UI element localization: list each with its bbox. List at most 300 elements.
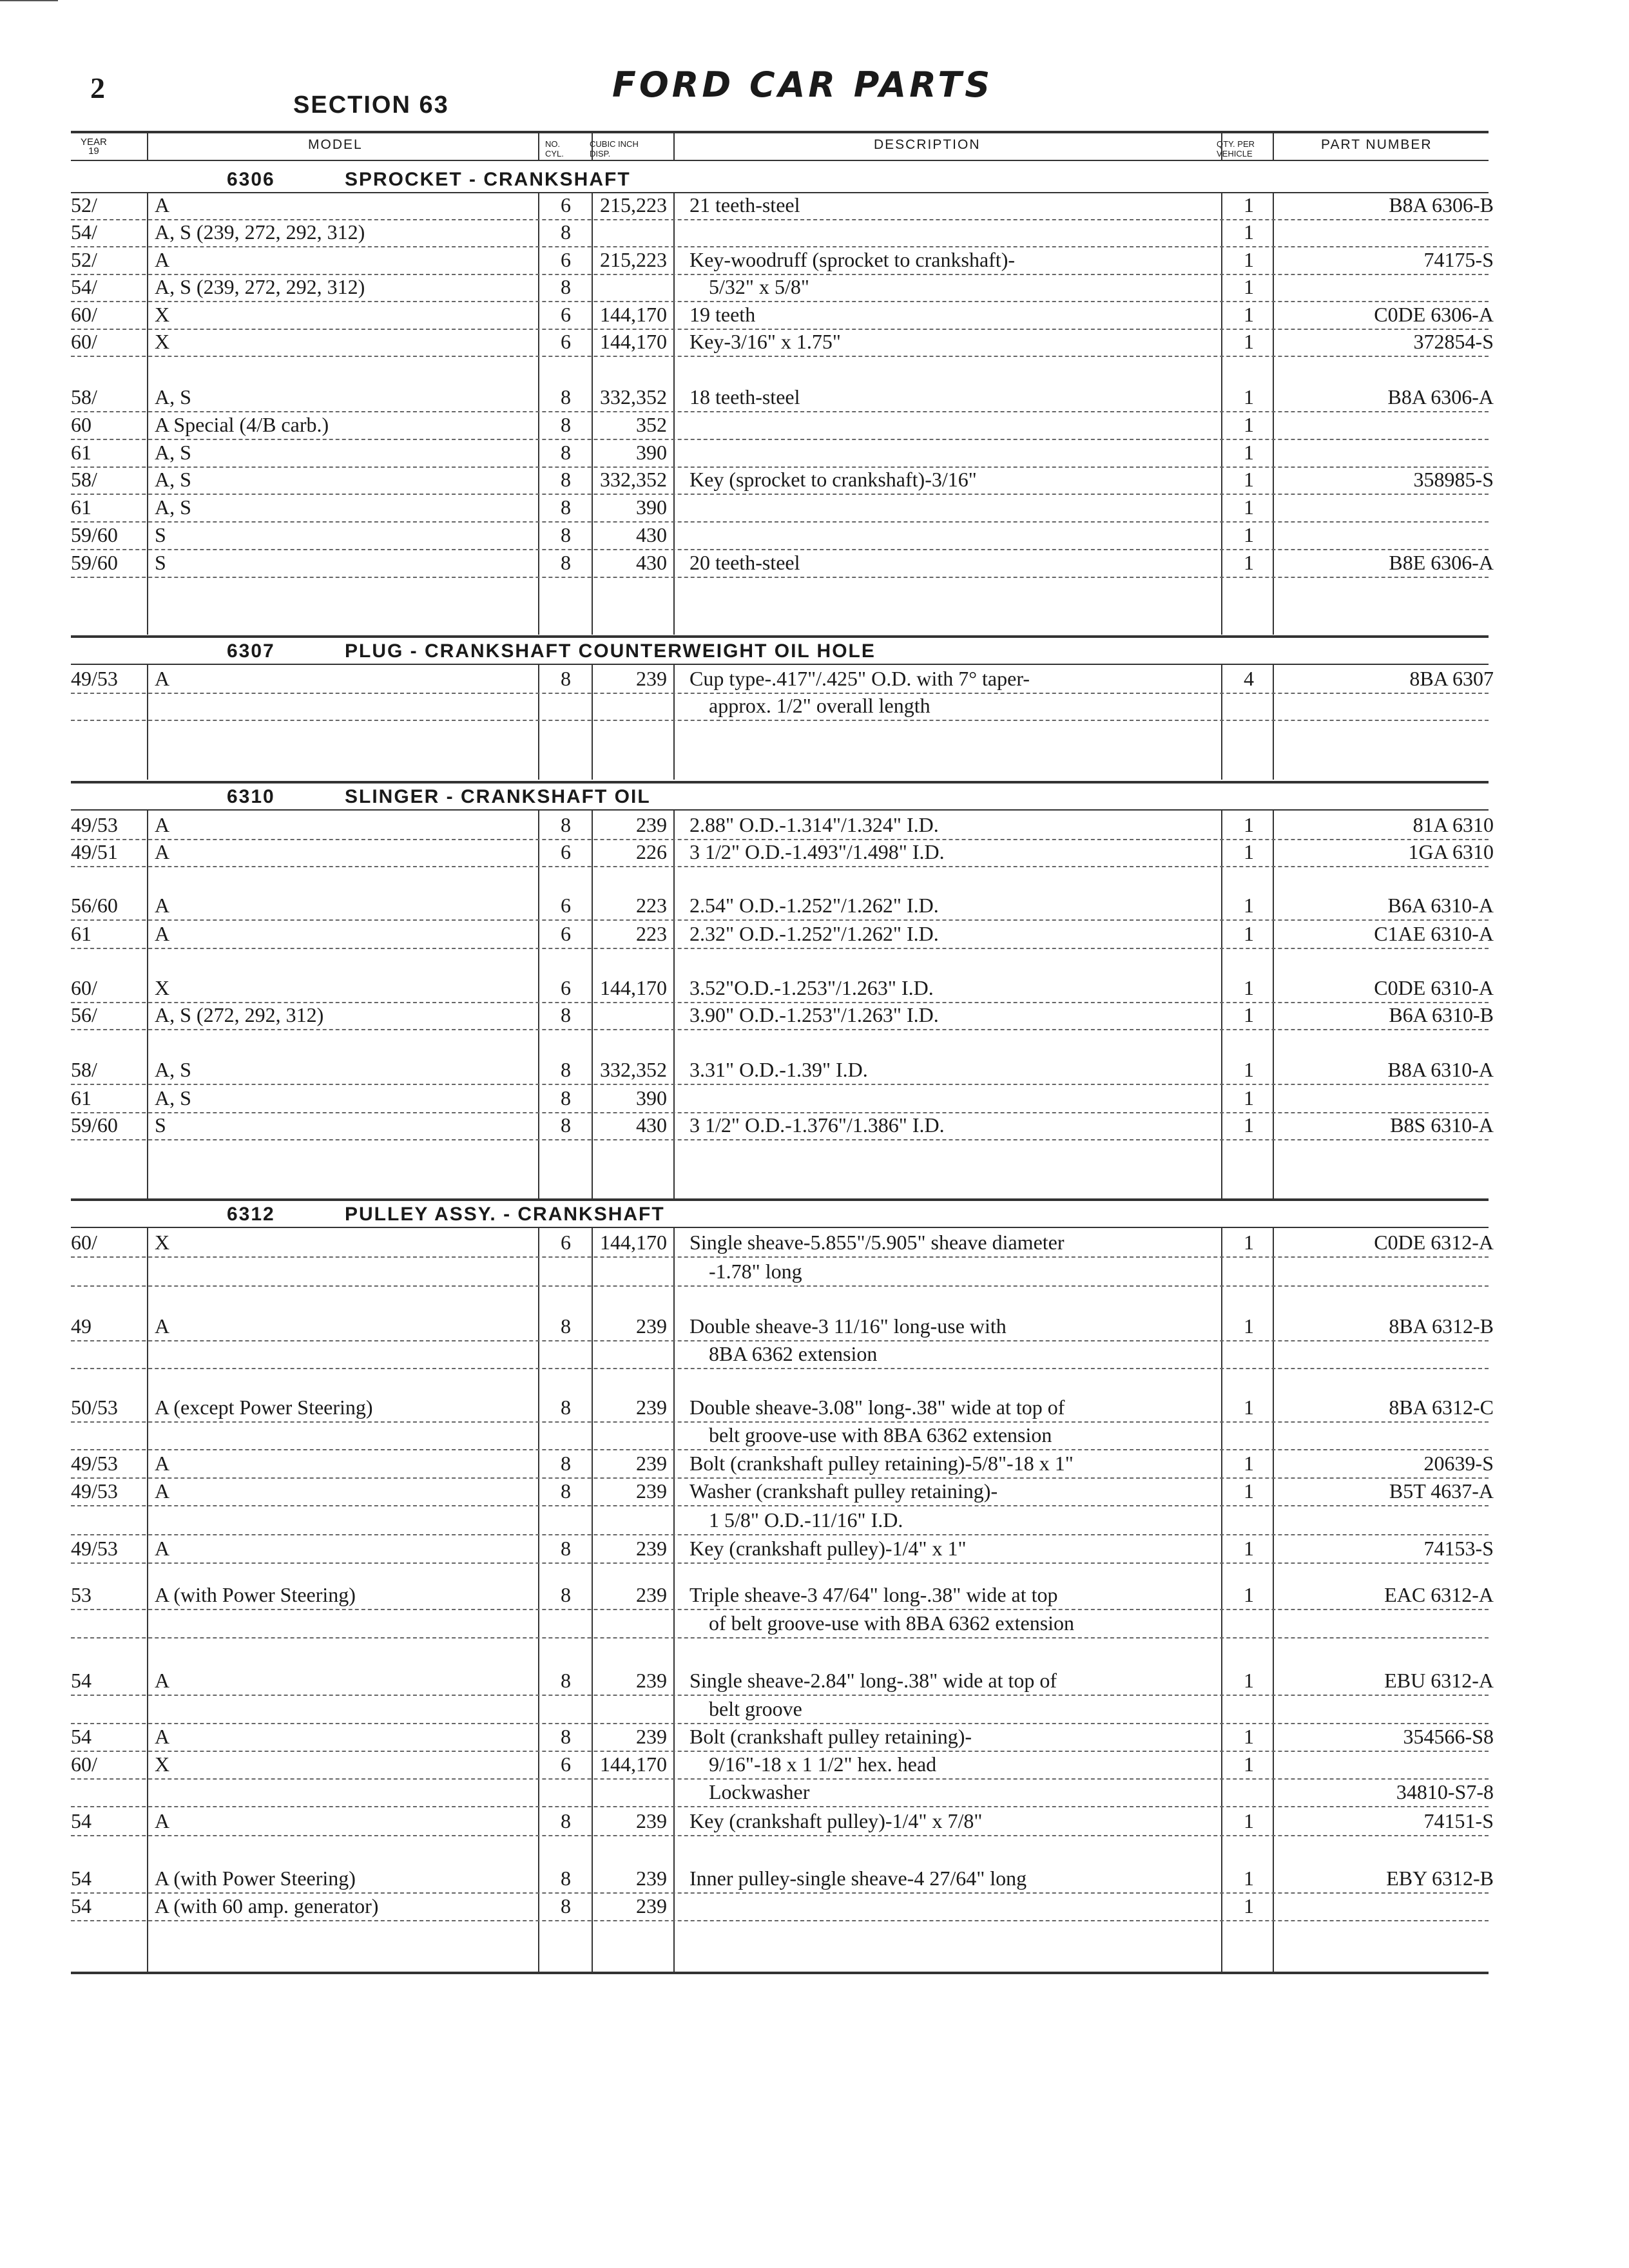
cell-displacement: 332,352 bbox=[600, 385, 667, 408]
document-title: FORD CAR PARTS bbox=[612, 64, 994, 105]
cell-cylinders: 6 bbox=[561, 1231, 571, 1254]
cell-description: Double sheave-3.08" long-.38" wide at top of bbox=[689, 1396, 1065, 1419]
column-divider bbox=[1221, 192, 1222, 635]
row-rule bbox=[71, 1835, 1489, 1836]
cell-cylinders: 8 bbox=[561, 220, 571, 244]
cell-year: 52/ bbox=[71, 248, 97, 271]
cell-description: 1 5/8" O.D.-11/16" I.D. bbox=[709, 1508, 903, 1532]
cell-model: A bbox=[155, 1669, 170, 1692]
cell-quantity: 1 bbox=[1244, 523, 1254, 546]
cell-cylinders: 8 bbox=[561, 441, 571, 464]
cell-model: A bbox=[155, 193, 170, 216]
header-column-divider bbox=[538, 131, 539, 160]
column-divider bbox=[1273, 1227, 1274, 1972]
cell-year: 49/53 bbox=[71, 1452, 118, 1475]
cell-year: 49/53 bbox=[71, 1537, 118, 1560]
cell-cylinders: 8 bbox=[561, 1894, 571, 1917]
cell-displacement: 430 bbox=[636, 1113, 667, 1137]
cell-year: 56/ bbox=[71, 1003, 97, 1026]
section-rule-bottom bbox=[71, 1227, 1489, 1228]
cell-cylinders: 6 bbox=[561, 248, 571, 271]
cell-model: A bbox=[155, 922, 170, 945]
cell-description: belt groove bbox=[709, 1697, 802, 1720]
cell-quantity: 1 bbox=[1244, 1086, 1254, 1110]
cell-cylinders: 6 bbox=[561, 976, 571, 999]
cell-year: 56/60 bbox=[71, 894, 118, 917]
cell-part-number: C0DE 6310-A bbox=[1374, 976, 1494, 999]
cell-model: S bbox=[155, 1113, 166, 1137]
column-cubic-inch bbox=[590, 139, 639, 159]
column-year-label: YEAR bbox=[81, 137, 107, 148]
column-no-cyl-line2: CYL. bbox=[545, 149, 564, 159]
cell-part-number: B5T 4637-A bbox=[1389, 1479, 1494, 1503]
cell-part-number: 372854-S bbox=[1413, 330, 1494, 353]
cell-quantity: 1 bbox=[1244, 840, 1254, 863]
cell-displacement: 144,170 bbox=[600, 330, 667, 353]
cell-quantity: 1 bbox=[1244, 894, 1254, 917]
cell-cylinders: 6 bbox=[561, 330, 571, 353]
cell-model: A bbox=[155, 1452, 170, 1475]
cell-quantity: 1 bbox=[1244, 1669, 1254, 1692]
cell-displacement: 215,223 bbox=[600, 193, 667, 216]
row-rule bbox=[71, 494, 1489, 495]
cell-model: A, S bbox=[155, 495, 191, 519]
cell-quantity: 1 bbox=[1244, 413, 1254, 436]
cell-year: 61 bbox=[71, 1086, 92, 1110]
header-column-divider bbox=[1221, 131, 1222, 160]
cell-model: A (with 60 amp. generator) bbox=[155, 1894, 379, 1917]
cell-model: A bbox=[155, 248, 170, 271]
column-description: DESCRIPTION bbox=[874, 137, 981, 152]
cell-year: 54/ bbox=[71, 220, 97, 244]
cell-displacement: 144,170 bbox=[600, 1231, 667, 1254]
cell-model: A bbox=[155, 840, 170, 863]
cell-displacement: 239 bbox=[636, 1867, 667, 1890]
cell-year: 49/53 bbox=[71, 1479, 118, 1503]
row-rule bbox=[71, 1285, 1489, 1287]
cell-year: 60/ bbox=[71, 330, 97, 353]
column-divider bbox=[592, 664, 593, 780]
row-rule bbox=[71, 1778, 1489, 1780]
cell-displacement: 239 bbox=[636, 1809, 667, 1832]
cell-description: 5/32" x 5/8" bbox=[709, 275, 809, 298]
cell-quantity: 1 bbox=[1244, 1003, 1254, 1026]
column-divider bbox=[147, 1227, 148, 1972]
cell-part-number: B8S 6310-A bbox=[1390, 1113, 1494, 1137]
cell-model: X bbox=[155, 1753, 170, 1776]
column-no-cyl-line1: NO. bbox=[545, 139, 561, 149]
row-rule bbox=[71, 866, 1489, 867]
cell-part-number: 74175-S bbox=[1423, 248, 1494, 271]
page-number: 2 bbox=[90, 72, 105, 104]
cell-displacement: 239 bbox=[636, 1314, 667, 1338]
row-rule bbox=[71, 1609, 1489, 1610]
cell-year: 54 bbox=[71, 1725, 92, 1748]
cell-part-number: 8BA 6307 bbox=[1409, 667, 1494, 690]
cell-description: of belt groove-use with 8BA 6362 extension bbox=[709, 1611, 1075, 1635]
cell-model: X bbox=[155, 976, 170, 999]
cell-displacement: 239 bbox=[636, 1479, 667, 1503]
cell-description: 20 teeth-steel bbox=[689, 551, 800, 574]
cell-description: Key (crankshaft pulley)-1/4" x 7/8" bbox=[689, 1809, 983, 1832]
cell-displacement: 223 bbox=[636, 922, 667, 945]
cell-part-number: EBU 6312-A bbox=[1384, 1669, 1494, 1692]
cell-part-number: 8BA 6312-C bbox=[1389, 1396, 1494, 1419]
section-rule-top bbox=[71, 781, 1489, 783]
cell-cylinders: 6 bbox=[561, 922, 571, 945]
cell-quantity: 1 bbox=[1244, 551, 1254, 574]
row-rule bbox=[71, 1139, 1489, 1140]
column-divider bbox=[1221, 664, 1222, 780]
cell-year: 49/53 bbox=[71, 667, 118, 690]
cell-quantity: 1 bbox=[1244, 193, 1254, 216]
cell-quantity: 1 bbox=[1244, 248, 1254, 271]
cell-model: A, S (239, 272, 292, 312) bbox=[155, 275, 365, 298]
cell-part-number: 358985-S bbox=[1413, 468, 1494, 491]
cell-quantity: 1 bbox=[1244, 1753, 1254, 1776]
column-cubic-inch-line2: DISP. bbox=[590, 149, 611, 159]
cell-cylinders: 6 bbox=[561, 1753, 571, 1776]
row-rule bbox=[71, 246, 1489, 247]
cell-displacement: 239 bbox=[636, 1894, 667, 1917]
cell-description: Single sheave-2.84" long-.38" wide at top of bbox=[689, 1669, 1057, 1692]
cell-year: 58/ bbox=[71, 1058, 97, 1081]
cell-description: Washer (crankshaft pulley retaining)- bbox=[689, 1479, 998, 1503]
cell-displacement: 332,352 bbox=[600, 468, 667, 491]
cell-model: A (with Power Steering) bbox=[155, 1867, 356, 1890]
cell-cylinders: 6 bbox=[561, 894, 571, 917]
cell-displacement: 430 bbox=[636, 523, 667, 546]
cell-quantity: 1 bbox=[1244, 220, 1254, 244]
cell-description: Inner pulley-single sheave-4 27/64" long bbox=[689, 1867, 1027, 1890]
cell-quantity: 1 bbox=[1244, 1058, 1254, 1081]
row-rule bbox=[71, 1368, 1489, 1369]
cell-part-number: B8A 6306-B bbox=[1389, 193, 1494, 216]
row-rule bbox=[71, 1534, 1489, 1535]
column-divider bbox=[1221, 1227, 1222, 1972]
cell-cylinders: 8 bbox=[561, 1479, 571, 1503]
cell-displacement: 390 bbox=[636, 441, 667, 464]
cell-quantity: 1 bbox=[1244, 441, 1254, 464]
cell-description: Lockwasher bbox=[709, 1780, 810, 1803]
cell-description: Triple sheave-3 47/64" long-.38" wide at top bbox=[689, 1583, 1058, 1606]
column-year-prefix: 19 bbox=[88, 146, 99, 157]
section-rule-bottom bbox=[71, 809, 1489, 811]
section-number: 6310 bbox=[227, 786, 275, 807]
cell-quantity: 1 bbox=[1244, 1479, 1254, 1503]
cell-quantity: 4 bbox=[1244, 667, 1254, 690]
cell-year: 50/53 bbox=[71, 1396, 118, 1419]
cell-cylinders: 8 bbox=[561, 551, 571, 574]
section-number: 6312 bbox=[227, 1204, 275, 1225]
cell-description: Key (crankshaft pulley)-1/4" x 1" bbox=[689, 1537, 967, 1560]
row-rule bbox=[71, 356, 1489, 357]
cell-displacement: 239 bbox=[636, 1537, 667, 1560]
column-divider bbox=[673, 192, 675, 635]
cell-quantity: 1 bbox=[1244, 1867, 1254, 1890]
cell-model: A Special (4/B carb.) bbox=[155, 413, 329, 436]
cell-cylinders: 8 bbox=[561, 1583, 571, 1606]
cell-year: 60/ bbox=[71, 303, 97, 326]
cell-cylinders: 8 bbox=[561, 1396, 571, 1419]
cell-displacement: 144,170 bbox=[600, 303, 667, 326]
cell-part-number: 1GA 6310 bbox=[1408, 840, 1494, 863]
cell-model: X bbox=[155, 330, 170, 353]
cell-model: A, S bbox=[155, 441, 191, 464]
cell-model: A, S bbox=[155, 468, 191, 491]
cell-year: 59/60 bbox=[71, 551, 118, 574]
cell-description: 3.31" O.D.-1.39" I.D. bbox=[689, 1058, 868, 1081]
cell-part-number: B8A 6310-A bbox=[1387, 1058, 1494, 1081]
row-rule bbox=[71, 948, 1489, 949]
section-title: PLUG - CRANKSHAFT COUNTERWEIGHT OIL HOLE bbox=[345, 640, 876, 662]
header-column-divider bbox=[592, 131, 593, 160]
cell-year: 49 bbox=[71, 1314, 92, 1338]
cell-part-number: B8E 6306-A bbox=[1389, 551, 1494, 574]
cell-model: A bbox=[155, 1537, 170, 1560]
row-rule bbox=[71, 1695, 1489, 1696]
cell-description: 2.88" O.D.-1.314"/1.324" I.D. bbox=[689, 813, 939, 836]
cell-part-number: 81A 6310 bbox=[1412, 813, 1494, 836]
cell-quantity: 1 bbox=[1244, 385, 1254, 408]
cell-cylinders: 8 bbox=[561, 413, 571, 436]
column-cubic-inch-line1: CUBIC INCH bbox=[590, 139, 639, 149]
cell-cylinders: 8 bbox=[561, 1537, 571, 1560]
column-qty-line2: VEHICLE bbox=[1217, 149, 1253, 159]
column-no-cyl bbox=[545, 139, 564, 159]
column-year bbox=[81, 138, 107, 156]
cell-year: 60/ bbox=[71, 1753, 97, 1776]
cell-description: 8BA 6362 extension bbox=[709, 1342, 878, 1365]
cell-cylinders: 6 bbox=[561, 840, 571, 863]
section-rule-bottom bbox=[71, 664, 1489, 665]
cell-displacement: 239 bbox=[636, 1583, 667, 1606]
section-label: SECTION 63 bbox=[293, 91, 449, 119]
row-rule bbox=[71, 1920, 1489, 1921]
cell-quantity: 1 bbox=[1244, 813, 1254, 836]
cell-description: 2.32" O.D.-1.252"/1.262" I.D. bbox=[689, 922, 939, 945]
cell-description: 3 1/2" O.D.-1.493"/1.498" I.D. bbox=[689, 840, 945, 863]
cell-description: Key-3/16" x 1.75" bbox=[689, 330, 841, 353]
cell-model: A bbox=[155, 1314, 170, 1338]
cell-quantity: 1 bbox=[1244, 330, 1254, 353]
row-rule bbox=[71, 1449, 1489, 1450]
row-rule bbox=[71, 1477, 1489, 1479]
cell-model: A (except Power Steering) bbox=[155, 1396, 373, 1419]
cell-description: belt groove-use with 8BA 6362 extension bbox=[709, 1423, 1052, 1446]
cell-displacement: 215,223 bbox=[600, 248, 667, 271]
column-divider bbox=[592, 1227, 593, 1972]
cell-displacement: 226 bbox=[636, 840, 667, 863]
cell-description: 3.90" O.D.-1.253"/1.263" I.D. bbox=[689, 1003, 939, 1026]
section-rule-top bbox=[71, 1198, 1489, 1201]
row-rule bbox=[71, 1806, 1489, 1807]
section-title: PULLEY ASSY. - CRANKSHAFT bbox=[345, 1204, 665, 1225]
cell-cylinders: 8 bbox=[561, 523, 571, 546]
cell-description: Bolt (crankshaft pulley retaining)- bbox=[689, 1725, 972, 1748]
cell-quantity: 1 bbox=[1244, 1894, 1254, 1917]
cell-displacement: 239 bbox=[636, 813, 667, 836]
cell-year: 49/51 bbox=[71, 840, 118, 863]
column-part-number: PART NUMBER bbox=[1321, 137, 1432, 152]
cell-description: Bolt (crankshaft pulley retaining)-5/8"-18 x 1" bbox=[689, 1452, 1074, 1475]
column-divider bbox=[538, 664, 539, 780]
cell-description: Key-woodruff (sprocket to crankshaft)- bbox=[689, 248, 1015, 271]
row-rule bbox=[71, 1751, 1489, 1752]
cell-part-number: 354566-S8 bbox=[1403, 1725, 1494, 1748]
cell-description: 18 teeth-steel bbox=[689, 385, 800, 408]
cell-description: 21 teeth-steel bbox=[689, 193, 800, 216]
cell-displacement: 239 bbox=[636, 1669, 667, 1692]
cell-quantity: 1 bbox=[1244, 1314, 1254, 1338]
section-number: 6307 bbox=[227, 640, 275, 662]
cell-description: -1.78" long bbox=[709, 1260, 802, 1283]
cell-description: 3.52"O.D.-1.253"/1.263" I.D. bbox=[689, 976, 934, 999]
column-divider bbox=[1273, 664, 1274, 780]
column-divider bbox=[592, 192, 593, 635]
table-bottom-rule bbox=[71, 1972, 1489, 1974]
row-rule bbox=[71, 411, 1489, 412]
cell-model: A, S (272, 292, 312) bbox=[155, 1003, 324, 1026]
cell-cylinders: 8 bbox=[561, 1725, 571, 1748]
cell-part-number: 34810-S7-8 bbox=[1396, 1780, 1494, 1803]
cell-part-number: 8BA 6312-B bbox=[1389, 1314, 1494, 1338]
cell-quantity: 1 bbox=[1244, 1452, 1254, 1475]
cell-part-number: C0DE 6306-A bbox=[1374, 303, 1494, 326]
header-column-divider bbox=[147, 131, 148, 160]
cell-part-number: B8A 6306-A bbox=[1387, 385, 1494, 408]
row-rule bbox=[71, 1340, 1489, 1341]
cell-cylinders: 8 bbox=[561, 1086, 571, 1110]
cell-model: A, S bbox=[155, 1058, 191, 1081]
cell-quantity: 1 bbox=[1244, 1396, 1254, 1419]
cell-quantity: 1 bbox=[1244, 1725, 1254, 1748]
cell-description: approx. 1/2" overall length bbox=[709, 694, 930, 717]
header-column-divider bbox=[673, 131, 675, 160]
row-rule bbox=[71, 1723, 1489, 1724]
cell-cylinders: 8 bbox=[561, 1669, 571, 1692]
row-rule bbox=[71, 1084, 1489, 1085]
section-rule-top bbox=[71, 635, 1489, 638]
cell-displacement: 390 bbox=[636, 495, 667, 519]
cell-part-number: 20639-S bbox=[1423, 1452, 1494, 1475]
cell-year: 52/ bbox=[71, 193, 97, 216]
column-divider bbox=[147, 192, 148, 635]
cell-displacement: 430 bbox=[636, 551, 667, 574]
cell-year: 54 bbox=[71, 1894, 92, 1917]
row-rule bbox=[71, 1029, 1489, 1030]
cell-model: A bbox=[155, 1809, 170, 1832]
cell-quantity: 1 bbox=[1244, 1113, 1254, 1137]
cell-description: Key (sprocket to crankshaft)-3/16" bbox=[689, 468, 977, 491]
row-rule bbox=[71, 549, 1489, 550]
cell-model: A, S bbox=[155, 1086, 191, 1110]
cell-model: X bbox=[155, 303, 170, 326]
cell-year: 60/ bbox=[71, 1231, 97, 1254]
cell-description: Cup type-.417"/.425" O.D. with 7° taper- bbox=[689, 667, 1030, 690]
cell-cylinders: 8 bbox=[561, 1809, 571, 1832]
cell-quantity: 1 bbox=[1244, 1583, 1254, 1606]
cell-displacement: 239 bbox=[636, 1452, 667, 1475]
cell-year: 58/ bbox=[71, 385, 97, 408]
cell-part-number: EAC 6312-A bbox=[1384, 1583, 1494, 1606]
cell-model: X bbox=[155, 1231, 170, 1254]
cell-cylinders: 8 bbox=[561, 813, 571, 836]
cell-year: 49/53 bbox=[71, 813, 118, 836]
cell-year: 54 bbox=[71, 1867, 92, 1890]
cell-cylinders: 8 bbox=[561, 1058, 571, 1081]
column-divider bbox=[147, 664, 148, 780]
header-rule-bottom bbox=[71, 160, 1489, 161]
column-model: MODEL bbox=[308, 137, 363, 152]
cell-year: 61 bbox=[71, 495, 92, 519]
cell-model: S bbox=[155, 551, 166, 574]
cell-year: 54 bbox=[71, 1809, 92, 1832]
cell-quantity: 1 bbox=[1244, 303, 1254, 326]
section-number: 6306 bbox=[227, 169, 275, 190]
cell-displacement: 239 bbox=[636, 667, 667, 690]
cell-cylinders: 8 bbox=[561, 495, 571, 519]
cell-model: A bbox=[155, 894, 170, 917]
column-divider bbox=[673, 664, 675, 780]
row-rule bbox=[71, 439, 1489, 440]
cell-quantity: 1 bbox=[1244, 495, 1254, 519]
row-rule bbox=[71, 1562, 1489, 1564]
cell-quantity: 1 bbox=[1244, 922, 1254, 945]
row-rule bbox=[71, 919, 1489, 921]
cell-displacement: 144,170 bbox=[600, 1753, 667, 1776]
cell-cylinders: 8 bbox=[561, 468, 571, 491]
cell-quantity: 1 bbox=[1244, 275, 1254, 298]
cell-cylinders: 6 bbox=[561, 303, 571, 326]
page-corner-rule bbox=[0, 0, 58, 1]
cell-cylinders: 8 bbox=[561, 1867, 571, 1890]
cell-description: 3 1/2" O.D.-1.376"/1.386" I.D. bbox=[689, 1113, 945, 1137]
cell-displacement: 144,170 bbox=[600, 976, 667, 999]
cell-quantity: 1 bbox=[1244, 1231, 1254, 1254]
cell-year: 61 bbox=[71, 922, 92, 945]
cell-part-number: B6A 6310-A bbox=[1387, 894, 1494, 917]
row-rule bbox=[71, 1421, 1489, 1423]
column-divider bbox=[673, 1227, 675, 1972]
row-rule bbox=[71, 521, 1489, 523]
cell-quantity: 1 bbox=[1244, 468, 1254, 491]
row-rule bbox=[71, 1505, 1489, 1506]
cell-year: 54 bbox=[71, 1669, 92, 1692]
cell-model: A, S bbox=[155, 385, 191, 408]
column-qty-line1: QTY. PER bbox=[1217, 139, 1255, 149]
header-rule-top bbox=[71, 131, 1489, 133]
cell-cylinders: 8 bbox=[561, 667, 571, 690]
cell-displacement: 239 bbox=[636, 1396, 667, 1419]
cell-description: 19 teeth bbox=[689, 303, 756, 326]
cell-description: Double sheave-3 11/16" long-use with bbox=[689, 1314, 1007, 1338]
header-column-divider bbox=[1273, 131, 1274, 160]
cell-quantity: 1 bbox=[1244, 976, 1254, 999]
cell-description: 9/16"-18 x 1 1/2" hex. head bbox=[709, 1753, 937, 1776]
cell-year: 60/ bbox=[71, 976, 97, 999]
cell-part-number: 74151-S bbox=[1423, 1809, 1494, 1832]
column-divider bbox=[1273, 192, 1274, 635]
cell-cylinders: 8 bbox=[561, 1113, 571, 1137]
cell-displacement: 223 bbox=[636, 894, 667, 917]
cell-cylinders: 8 bbox=[561, 1314, 571, 1338]
cell-model: S bbox=[155, 523, 166, 546]
section-title: SLINGER - CRANKSHAFT OIL bbox=[345, 786, 651, 807]
cell-displacement: 352 bbox=[636, 413, 667, 436]
cell-year: 54/ bbox=[71, 275, 97, 298]
cell-model: A, S (239, 272, 292, 312) bbox=[155, 220, 365, 244]
